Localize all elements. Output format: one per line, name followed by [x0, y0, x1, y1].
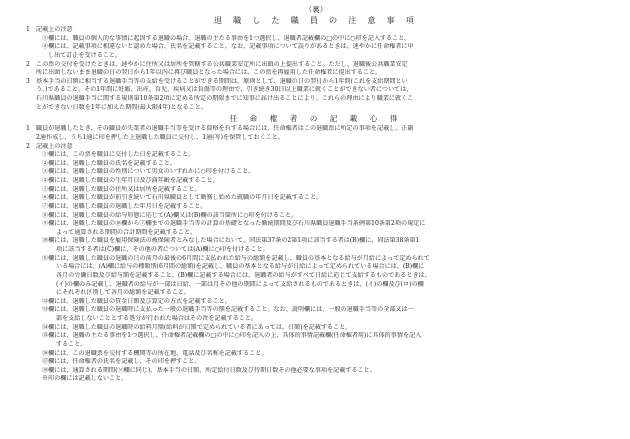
notes-line: ③欄には、退職した職員の性別について男女のいずれかに○印を付けること。: [42, 168, 255, 176]
notes-line: とができない日数を1年に加えた期間(最大限4年)となること。: [36, 103, 207, 111]
notes-line: ⑧欄には、退職した職員の給与形態に応じて(A)欄又は(B)欄の該当箇所に○印を付けること。: [42, 211, 298, 219]
notes-line: ⑨欄には、退職した職員の⑩欄から⑦欄までの退職手当等の計算の基礎となった勤続期間及び石川県職員退職手当条例第10条第2項の規定に: [42, 220, 426, 228]
notes-line: ⑫欄には、退職した職員の賃金日額及び算定の方式を記載すること。: [42, 297, 231, 305]
reverse-side-mark: （裏）: [304, 5, 328, 14]
notes-line: よって通算される期間の合計期間を記載すること。: [56, 228, 197, 236]
notes-line: ②欄には、記載事項に相違ないと認めた場合、氏名を記載すること。なお、記載事項について誤りがあるときは、速やかに任命権者に申: [42, 43, 414, 51]
notes-line: ①欄には、この票を職員に交付した日を記載すること。: [42, 151, 195, 159]
notes-line: ①欄には、職員の個人的な事情に起因する退職の場合、退職の主たる事由を1つ選択し、退職者記載欄の□の中に○印を記入すること。: [42, 34, 411, 42]
notes-line: 各月の労働日数及び給与額を記載すること。(B)欄に記載する場合には、退職者の給与がすべて日給に応じて支給するものであるときは、: [56, 271, 431, 279]
notes-line: いる場合には、(A)欄に給与の種類別(6月間の総額)を記載し、職員の基本となる給与が日給によって定められている場合には、(B)欄に: [56, 263, 425, 271]
appointer-notes-section: [24, 125, 608, 384]
employee-notes-section: [24, 26, 608, 112]
notes-line: すること。: [56, 340, 87, 348]
notes-line: 2 この票の交付を受けたときは、速やかに住所又は居所を管轄する公共職業安定所に出頭の上提出すること。ただし、退職後公共職業安定: [26, 60, 408, 68]
notes-line: う。)であること。その1年間に妊娠、出産、育児、疾病又は負傷等の理由で、引き続き30日以上職業に就くことができない者については、: [36, 86, 413, 94]
notes-line: にそれぞれ区別して各月の総額を記載すること。: [56, 289, 191, 297]
appointer-notes-title: 任 命 権 者 の 記 載 心 得: [229, 114, 403, 124]
notes-line: ⑬欄には、退職した職員の退職時に支払った一般の退職手当等の額を記載すること。なお、説明欄には、一般の退職手当等の全部又は一: [42, 306, 414, 314]
notes-line: ⑪欄には、退職した職員の退職の日の前月の最後の6月間に支払われた給与の総額を記載し、職員の基本となる給与が月給によって定められて: [42, 254, 430, 262]
employee-notes-title: 退 職 し た 職 員 の 注 意 事 項: [213, 15, 419, 25]
notes-line: ⑰欄には、任命権者の氏名を記載し、その印を押すこと。: [42, 358, 201, 366]
notes-line: ⑤欄には、退職した職員の住所又は居所を記載すること。: [42, 185, 201, 193]
notes-line: し出て訂正を受けること。: [48, 51, 122, 59]
notes-line: 所に出頭しないまま退職の日の翌日から1年以内に再び職員となった場合には、この票を再雇用した任命権者に提出すること。: [36, 69, 382, 77]
notes-line: ⑮欄には、退職の主たる事由を1つ選択し、任命権者記載欄の□の中に○印を記入の上、具体的事情記載欄(任命権者用)に具体的事情を記入: [42, 332, 422, 340]
notes-line: ※印の欄には記載しないこと。: [42, 375, 128, 383]
notes-line: 1 記載上の注意: [26, 26, 73, 33]
notes-line: ⑩欄には、退職した職員を雇用保険法の被保険者とみなした場合において、同法第37条の2第1項に該当する者は(B)欄に、同法第38条第1: [42, 237, 420, 245]
notes-line: ⑯欄には、この退職票を交付する機関等の所在地、電話及び名称を記載すること。: [42, 349, 268, 357]
notes-line: 2 記載上の注意: [26, 142, 73, 150]
notes-line: ④欄には、退職した職員の生年月日及び満年齢を記載すること。: [42, 177, 219, 184]
notes-line: 1 職員が退職したとき、その職員が失業者の退職手当等を受ける資格を有する場合には、任命権者はこの退職票に所定の事項を記載し、正副: [26, 125, 414, 133]
notes-line: ⑭欄には、退職した職員の退職時の給料月額(給料が日額で定められている者にあっては、日額)を記載すること。: [42, 323, 352, 331]
notes-line: ⑥欄には、退職した職員が前引き続いて石川県職員として勤務し始めた就職の年月日を記載すること。: [42, 194, 323, 202]
notes-line: 部を支給しないこととする処分が行われた場合はその旨を記載すること。: [56, 315, 258, 322]
notes-line: ⑦欄には、退職した職員の退職した年月日を記載すること。: [42, 202, 207, 210]
notes-line: 石川県職員の退職手当に関する規則第10条第2項に定める所定の期限までに知事に届け出ることにより、これらの理由により職業に就くこ: [36, 95, 414, 102]
notes-line: 3 基本手当の日額に相当する退職手当等の支給を受けることができる期間は、原則として、退職の日の翌日から1年間(これを支給期間とい: [26, 77, 408, 85]
notes-line: ②欄には、退職した職員の氏名を記載すること。: [42, 159, 177, 167]
notes-line: (イ)の欄のみ記載し、退職者の給与が一部は日給、一部は月その他の期間によって支給されるものであるときは、(イ)の欄及び(ロ)の欄: [56, 280, 424, 288]
notes-line: ⑱欄には、通算される期間(⑨欄に同じ)、基本手当の日額、所定給付日数及び待期日数その他必要な事項を記載すること。: [42, 366, 376, 374]
notes-line: 項に該当する者は(C)欄に、その他の者については(A)欄に○印を付けること。: [56, 246, 269, 253]
notes-line: 2通作成し、うち1通に印を押した上退職した職員に交付し、1通(写)を保管しておくこと。: [36, 133, 284, 141]
